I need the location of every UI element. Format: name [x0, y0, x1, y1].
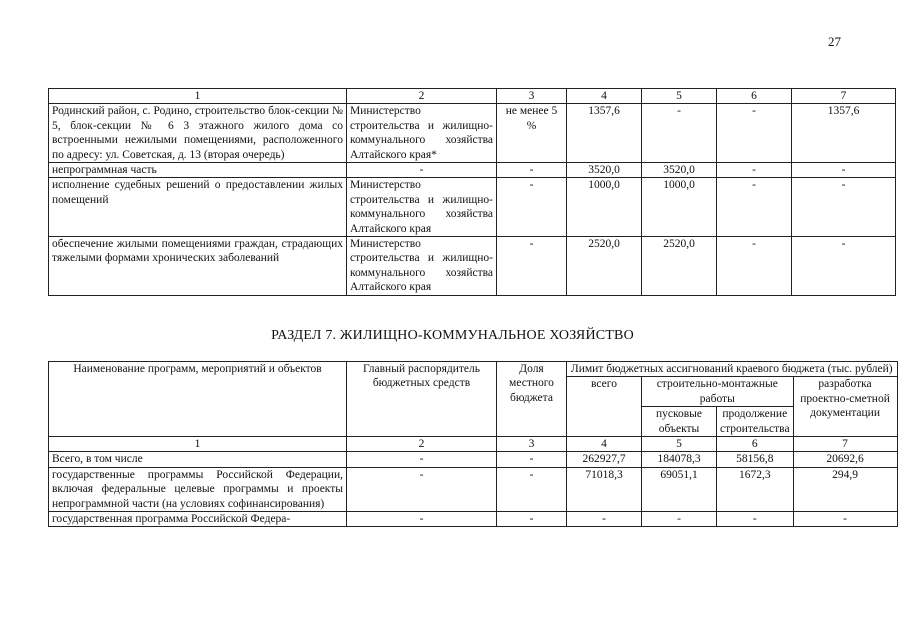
cell-share: -	[497, 178, 567, 237]
cell-total: 1357,6	[567, 104, 642, 163]
cell-share: -	[497, 452, 567, 467]
cell-share: -	[497, 512, 567, 527]
col-num: 4	[567, 437, 642, 452]
cell-name: государственная программа Российской Федера-	[49, 512, 347, 527]
cell-start: 3520,0	[642, 163, 717, 178]
header-cont: продолжение строительства	[717, 407, 794, 437]
col-num: 1	[49, 437, 347, 452]
header-start: пусковые объекты	[642, 407, 717, 437]
cell-start: 1000,0	[642, 178, 717, 237]
col-num: 4	[567, 89, 642, 104]
page-number: 27	[828, 34, 841, 49]
cell-share: не менее 5 %	[497, 104, 567, 163]
cell-cont: 1672,3	[717, 467, 794, 511]
cell-name: Всего, в том числе	[49, 452, 347, 467]
col-num: 5	[642, 89, 717, 104]
table-row	[49, 178, 896, 237]
cell-total: 71018,3	[567, 467, 642, 511]
cell-share: -	[497, 467, 567, 511]
table-row	[49, 163, 896, 178]
header-total: всего	[567, 377, 642, 437]
cell-name: государственные программы Российской Федерации, включая федеральные целевые программы и проекты непрограммной части (на условиях софинансирования)	[49, 467, 347, 511]
cell-cont: 58156,8	[717, 452, 794, 467]
cell-org: Министерство строительства и жилищно-коммунального хозяйства Алтайского края	[347, 178, 497, 237]
header-name: Наименование программ, мероприятий и объектов	[49, 362, 347, 437]
cell-name: обеспечение жилыми помещениями граждан, страдающих тяжелыми формами хронических заболеваний	[49, 237, 347, 296]
col-num: 7	[793, 437, 897, 452]
cell-cont: -	[717, 512, 794, 527]
cell-name: исполнение судебных решений о предоставлении жилых помещений	[49, 178, 347, 237]
table-row	[49, 452, 898, 467]
col-num: 6	[717, 89, 792, 104]
cell-total: 262927,7	[567, 452, 642, 467]
cell-start: 184078,3	[642, 452, 717, 467]
cell-design: -	[792, 237, 896, 296]
cell-cont: -	[717, 178, 792, 237]
cell-cont: -	[717, 104, 792, 163]
col-num: 3	[497, 89, 567, 104]
header-design: разработка проектно-сметной документации	[793, 377, 897, 437]
cell-design: -	[792, 163, 896, 178]
cell-org: -	[347, 452, 497, 467]
cell-total: 3520,0	[567, 163, 642, 178]
header-construction: строительно-монтажные работы	[642, 377, 794, 407]
col-num: 5	[642, 437, 717, 452]
table-section-7	[48, 361, 898, 527]
table-row	[49, 467, 898, 511]
table-row	[49, 512, 898, 527]
table-row	[49, 104, 896, 163]
cell-org: -	[347, 163, 497, 178]
cell-name: Родинский район, с. Родино, строительство блок-секции № 5, блок-секции № 6 3 этажного жилого дома со встроенными нежилыми помещениями, расположенного по адресу: ул. Советская, д. 13 (вторая очередь)	[49, 104, 347, 163]
col-num: 2	[347, 89, 497, 104]
cell-start: -	[642, 104, 717, 163]
cell-start: 2520,0	[642, 237, 717, 296]
header-row	[49, 362, 898, 377]
cell-org: Министерство строительства и жилищно-коммунального хозяйства Алтайского края	[347, 237, 497, 296]
cell-name: непрограммная часть	[49, 163, 347, 178]
col-num: 1	[49, 89, 347, 104]
cell-design: -	[792, 178, 896, 237]
header-org: Главный распорядитель бюджетных средств	[347, 362, 497, 437]
table-continuation	[48, 88, 896, 296]
header-limit: Лимит бюджетных ассигнований краевого бюджета (тыс. рублей)	[567, 362, 898, 377]
column-number-row	[49, 89, 896, 104]
cell-total: 2520,0	[567, 237, 642, 296]
section-title: РАЗДЕЛ 7. ЖИЛИЩНО-КОММУНАЛЬНОЕ ХОЗЯЙСТВО	[271, 328, 634, 343]
table-row	[49, 237, 896, 296]
cell-org: -	[347, 512, 497, 527]
col-num: 6	[717, 437, 794, 452]
cell-design: 294,9	[793, 467, 897, 511]
cell-start: -	[642, 512, 717, 527]
cell-org: -	[347, 467, 497, 511]
cell-total: -	[567, 512, 642, 527]
cell-start: 69051,1	[642, 467, 717, 511]
cell-cont: -	[717, 163, 792, 178]
col-num: 2	[347, 437, 497, 452]
header-share: Доля местного бюджета	[497, 362, 567, 437]
cell-design: 1357,6	[792, 104, 896, 163]
cell-total: 1000,0	[567, 178, 642, 237]
cell-org: Министерство строительства и жилищно-коммунального хозяйства Алтайского края*	[347, 104, 497, 163]
cell-share: -	[497, 163, 567, 178]
cell-cont: -	[717, 237, 792, 296]
col-num: 7	[792, 89, 896, 104]
col-num: 3	[497, 437, 567, 452]
cell-share: -	[497, 237, 567, 296]
cell-design: 20692,6	[793, 452, 897, 467]
column-number-row	[49, 437, 898, 452]
cell-design: -	[793, 512, 897, 527]
